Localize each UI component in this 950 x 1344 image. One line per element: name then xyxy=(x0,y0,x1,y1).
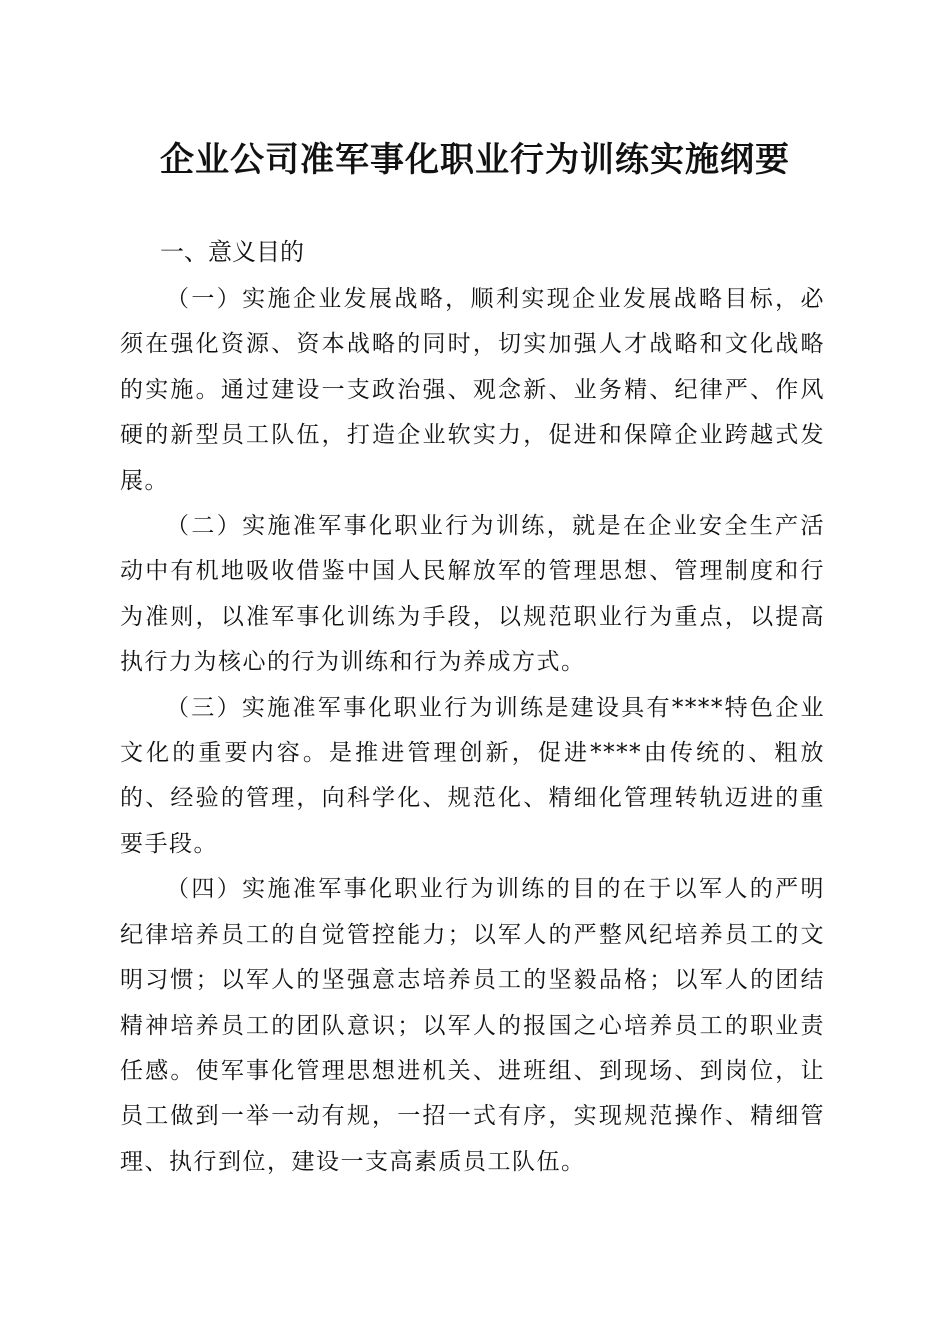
document-title: 企业公司准军事化职业行为训练实施纲要 xyxy=(160,140,790,180)
paragraph-3: （三）实施准军事化职业行为训练是建设具有****特色企业文化的重要内容。是推进管理创新，促进****由传统的、粗放的、经验的管理，向科学化、规范化、精细化管理转轨迈进的重要手段。 xyxy=(120,694,825,857)
paragraph-4: （四）实施准军事化职业行为训练的目的在于以军人的严明纪律培养员工的自觉管控能力；以军人的严整风纪培养员工的文明习惯；以军人的坚强意志培养员工的坚毅品格；以军人的团结精神培养员工的团队意识；以军人的报国之心培养员工的职业责任感。使军事化管理思想进机关、进班组、到现场、到岗位，让员工做到一举一动有规，一招一式有序，实现规范操作、精细管理、执行到位，建设一支高素质员工队伍。 xyxy=(120,876,825,1175)
paragraph-2: （二）实施准军事化职业行为训练，就是在企业安全生产活动中有机地吸收借鉴中国人民解放军的管理思想、管理制度和行为准则，以准军事化训练为手段，以规范职业行为重点，以提高执行力为核心的行为训练和行为养成方式。 xyxy=(120,513,825,676)
section-heading: 一、意义目的 xyxy=(160,238,304,266)
paragraph-1: （一）实施企业发展战略，顺利实现企业发展战略目标，必须在强化资源、资本战略的同时，切实加强人才战略和文化战略的实施。通过建设一支政治强、观念新、业务精、纪律严、作风硬的新型员工队伍，打造企业软实力，促进和保障企业跨越式发展。 xyxy=(120,286,825,494)
section-body xyxy=(120,277,825,1185)
